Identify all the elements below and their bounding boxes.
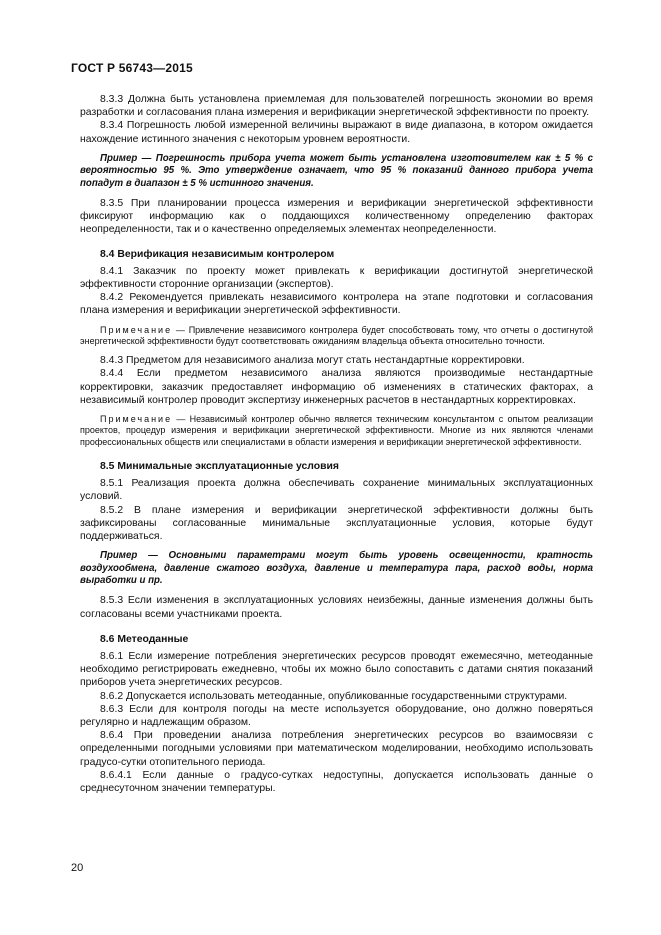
page-number: 20 [71,862,84,874]
section-heading-8-6: 8.6 Метеоданные [100,633,189,645]
note-independent-controller-1 [80,325,593,348]
paragraph-8-4-2: 8.4.2 Рекомендуется привлекать независимого контролера на этапе подготовки и согласования плана измерения и верификации энергетической эффективности. [80,292,593,317]
paragraph-8-6-3: 8.6.3 Если для контроля погоды на месте используется оборудование, оно должно поверяться регулярно и надлежащим образом. [80,703,593,729]
paragraph-8-6-4: 8.6.4 При проведении анализа потребления энергетических ресурсов во взаимосвязи с определенными погодными условиями при математическом моделировании, необходимо использовать градусо-сутки отопительного периода. [80,730,593,768]
paragraph-8-4-4: 8.4.4 Если предметом независимого анализа являются производимые нестандартные корректировки, заказчик предоставляет информацию об изменениях в статических факторах, а независимый контролер проводит экспертизу инженерных расчетов в нестандартных корректировках. [80,368,593,406]
note-independent-controller-2 [80,414,593,448]
example-operating-parameters: Пример — Основными параметрами могут быть уровень освещенности, кратность воздухообмена, давление сжатого воздуха, давление и температура пара, расход воды, норма выработки и пр. [80,550,593,586]
paragraph-8-6-1: 8.6.1 Если измерение потребления энергетических ресурсов проводят ежемесячно, метеоданные необходимо регистрировать ежедневно, чтобы их можно было сопоставить с датами снятия показаний приборов учета энергетических ресурсов. [80,651,593,689]
note-label: Примечание [100,324,173,335]
section-heading-8-5: 8.5 Минимальные эксплуатационные условия [100,460,339,472]
note-label: Примечание [100,414,173,425]
paragraph-8-4-3: 8.4.3 Предметом для независимого анализа могут стать нестандартные корректировки. [100,355,525,367]
note-text: — Привлечение независимого контролера будет способствовать тому, что отчеты о достигнутой энергетической эффективности будут соответствовать ожиданиям владельца объекта относительно точности. [80,324,593,346]
paragraph-8-3-5: 8.3.5 При планировании процесса измерения и верификации энергетической эффективности фиксируют информацию как о поддающихся количественному определению факторах неопределенности, так и о качественно определяемых элементах неопределенности. [80,198,593,236]
paragraph-8-5-1: 8.5.1 Реализация проекта должна обеспечивать сохранение минимальных эксплуатационных условий. [80,478,593,503]
document-header: ГОСТ Р 56743—2015 [71,61,193,75]
paragraph-8-6-4-1: 8.6.4.1 Если данные о градусо-сутках недоступны, допускается использовать данные о среднесуточном значении температуры. [80,769,593,795]
section-heading-8-4: 8.4 Верификация независимым контролером [100,248,335,260]
paragraph-8-3-4: 8.3.4 Погрешность любой измеренной величины выражают в виде диапазона, в котором ожидается нахождение истинного значения с некоторым уровнем вероятности. [80,120,593,145]
paragraph-8-6-2: 8.6.2 Допускается использовать метеоданные, опубликованные государственными структурами. [100,690,568,702]
paragraph-8-4-1: 8.4.1 Заказчик по проекту может привлекать к верификации достигнутой энергетической эффективности сторонние организации (экспертов). [80,265,593,291]
note-text: — Независимый контролер обычно является техническим консультантом с опытом реализации проектов, процедур измерения и верификации энергетической эффективности. Многие из них являются членами профессиональных обществ или специалистами в области измерения и верификации энергетической эффективности. [80,414,593,447]
paragraph-8-3-3: 8.3.3 Должна быть установлена приемлемая для пользователей погрешность экономии во время разработки и согласования плана измерения и верификации энергетической эффективности по проекту. [80,94,593,119]
paragraph-8-5-3: 8.5.3 Если изменения в эксплуатационных условиях неизбежны, данные изменения должны быть согласованы всеми участниками проекта. [80,595,593,620]
document-body [80,93,593,795]
example-meter-accuracy: Пример — Погрешность прибора учета может быть установлена изготовителем как ± 5 % с вероятностью 95 %. Это утверждение означает, что 95 % показаний данного прибора учета попадут в диапазон ± 5 % истинного значения. [80,152,593,189]
paragraph-8-5-2: 8.5.2 В плане измерения и верификации энергетической эффективности должны быть зафиксированы согласованные минимальные эксплуатационные условия, которые будут поддерживаться. [80,504,593,542]
